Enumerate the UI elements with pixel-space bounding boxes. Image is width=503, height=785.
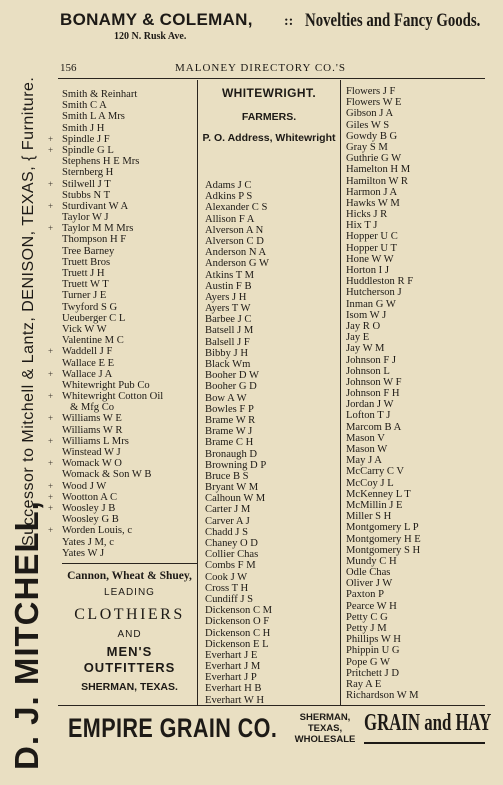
directory-entry: [62, 302, 163, 313]
listing-column-1: [48, 89, 164, 559]
empire-grain-name: EMPIRE GRAIN CO.: [68, 713, 278, 743]
directory-entry: Johnson L: [346, 365, 390, 377]
directory-entry: Bowles F P: [205, 403, 254, 415]
directory-entry: [48, 346, 163, 358]
directory-entry: Adams J C: [205, 180, 252, 191]
top-ad-separator: ::: [284, 14, 294, 29]
directory-entry: Alverson A N: [205, 224, 264, 236]
directory-entry: Montgomery S H: [346, 544, 421, 556]
entry-name: Smith J H: [62, 122, 105, 134]
cross-mark-icon: +: [48, 346, 54, 357]
location-wholesale: WHOLESALE: [294, 734, 356, 745]
directory-entry: [62, 537, 163, 548]
directory-entry: Hutcherson J: [346, 287, 402, 299]
running-title: MALONEY DIRECTORY CO.'S: [175, 62, 346, 74]
directory-entry: Bow A W: [205, 392, 247, 404]
cross-mark-icon: +: [48, 178, 54, 189]
directory-entry: Hawks W M: [346, 197, 400, 209]
directory-entry: [62, 335, 163, 346]
directory-entry: Ayers J H: [205, 291, 247, 303]
entry-name: Stephens H E Mrs: [62, 156, 140, 168]
directory-entry: Mason V: [346, 432, 385, 444]
entry-name: Sturdivant W A: [62, 200, 129, 212]
directory-entry: [62, 402, 163, 413]
directory-entry: [62, 425, 163, 436]
entry-name: Turner J E: [62, 290, 107, 302]
directory-entry: Huddleston R F: [346, 276, 414, 288]
directory-entry: Bibby J H: [205, 347, 248, 359]
successor-line: Successor to Mitchell & Lantz, DENISON, TEXAS, { Furniture.: [20, 76, 37, 546]
directory-entry: Collier Chas: [205, 549, 259, 561]
entry-name: Worden Louis, c: [62, 525, 133, 537]
bottom-advertisement: [62, 708, 492, 756]
directory-entry: Dickenson O F: [205, 616, 270, 628]
directory-entry: [62, 324, 163, 335]
entry-name: Wood J W: [62, 480, 107, 492]
directory-entry: Carver A J: [205, 515, 250, 527]
directory-entry: [48, 391, 164, 403]
directory-entry: [62, 268, 163, 279]
directory-entry: Batsell J M: [205, 325, 254, 337]
directory-entry: Inman G W: [346, 298, 396, 310]
clothiers-outfitters: MEN'S OUTFITTERS: [83, 644, 176, 675]
directory-entry: Flowers W E: [346, 97, 402, 109]
directory-entry: Hone W W: [346, 253, 394, 265]
listing-column-3: [346, 86, 421, 701]
directory-entry: [62, 290, 163, 301]
directory-entry: Jordan J W: [346, 399, 394, 411]
directory-entry: Richardson W M: [346, 690, 419, 702]
mitchell-name: D. J. MITCHELL,: [8, 500, 45, 770]
directory-entry: Balsell J F: [205, 336, 250, 348]
directory-entry: [62, 469, 163, 480]
directory-entry: [62, 246, 163, 257]
directory-entry: Adkins P S: [205, 191, 253, 203]
directory-entry: Dickenson E L: [205, 638, 269, 650]
entry-name: Spindle J F: [62, 133, 110, 145]
clothiers-title: CLOTHIERS: [74, 606, 185, 623]
directory-entry: Alverson C D: [205, 235, 264, 247]
cross-mark-icon: +: [48, 413, 54, 424]
directory-entry: Isom W J: [346, 309, 387, 321]
directory-entry: Browning D P: [205, 459, 267, 471]
entry-name: Smith C A: [62, 100, 107, 112]
directory-entry: Combs F M: [205, 560, 256, 572]
directory-entry: [62, 89, 163, 100]
entry-name: Truett W T: [62, 279, 109, 291]
entry-name: Wootton A C: [62, 491, 118, 503]
directory-entry: [62, 212, 163, 223]
top-advertisement: [58, 8, 483, 48]
directory-entry: [62, 358, 163, 369]
directory-entry: Dickenson C H: [205, 627, 271, 639]
directory-entry: Montgomery H E: [346, 533, 421, 545]
directory-entry: McCarry C V: [346, 466, 405, 478]
directory-entry: Carter J M: [205, 504, 251, 516]
directory-entry: Pritchett J D: [346, 667, 399, 679]
directory-entry: Brame C H: [205, 437, 254, 449]
entry-name: Tree Barney: [62, 245, 115, 257]
directory-entry: Phippin U G: [346, 645, 400, 657]
directory-entry: Petty C G: [346, 611, 388, 623]
cross-mark-icon: +: [48, 368, 54, 379]
directory-entry: [48, 480, 163, 492]
town-heading: WHITEWRIGHT.: [221, 86, 317, 100]
clothiers-leading: LEADING: [104, 587, 155, 598]
directory-entry: Calhoun W M: [205, 493, 266, 505]
top-ad-goods: Novelties and Fancy Goods.: [305, 10, 481, 31]
cross-mark-icon: +: [48, 480, 54, 491]
directory-entry: Miller S H: [346, 511, 392, 523]
location-city: SHERMAN,: [299, 712, 351, 723]
directory-entry: Odle Chas: [346, 567, 391, 579]
directory-entry: Bronaugh D: [205, 448, 258, 460]
directory-entry: Anderson G W: [205, 258, 269, 270]
directory-entry: [48, 144, 163, 156]
directory-entry: Hix T J: [346, 220, 378, 232]
entry-name: Winstead W J: [62, 447, 121, 458]
directory-entry: [62, 447, 163, 458]
directory-entry: Petty J M: [346, 623, 387, 634]
directory-entry: Oliver J W: [346, 578, 393, 590]
entry-name: Stilwell J T: [62, 178, 111, 190]
entry-name: Smith L A Mrs: [62, 111, 125, 123]
directory-entry: Everhart H B: [205, 683, 262, 695]
entry-name: Whitewright Pub Co: [62, 379, 150, 391]
entry-name: Woosley J B: [62, 502, 116, 514]
directory-entry: Paxton P: [346, 589, 384, 601]
directory-entry: Flowers J F: [346, 86, 396, 97]
listing-column-2: [205, 180, 272, 706]
directory-entry: Giles W S: [346, 119, 390, 131]
entry-name: Wallace J A: [62, 368, 113, 380]
directory-entry: Hopper U T: [346, 242, 397, 254]
directory-entry: Everhart J P: [205, 672, 257, 684]
directory-entry: Booher G D: [205, 381, 257, 393]
directory-entry: Gowdy B G: [346, 130, 398, 142]
directory-entry: Jay W M: [346, 343, 385, 355]
entry-name: Wallace E E: [62, 357, 115, 369]
directory-entry: [48, 502, 163, 514]
clothiers-and: AND: [117, 629, 142, 640]
directory-entry: [48, 525, 163, 537]
directory-entry: [62, 167, 163, 178]
directory-entry: Lofton T J: [346, 410, 391, 422]
directory-entry: Gibson J A: [346, 108, 394, 120]
directory-entry: Johnson F J: [346, 354, 397, 366]
entry-name: Williams W R: [62, 424, 123, 436]
top-ad-address: 120 N. Rusk Ave.: [114, 31, 187, 42]
directory-entry: [48, 491, 163, 503]
entry-name: Spindle G L: [62, 144, 114, 156]
entry-name: Twyford S G: [62, 301, 118, 313]
directory-entry: [48, 223, 163, 235]
directory-entry: [62, 548, 163, 559]
category-heading: FARMERS.: [241, 111, 297, 123]
directory-entry: [62, 190, 163, 201]
directory-entry: Johnson F H: [346, 388, 400, 400]
directory-entry: Mundy C H: [346, 555, 397, 567]
directory-entry: [62, 123, 163, 134]
entry-name: Stubbs N T: [62, 189, 111, 201]
cross-mark-icon: +: [48, 223, 54, 234]
directory-entry: [62, 279, 163, 290]
ad-divider: [62, 563, 197, 564]
directory-entry: [62, 234, 163, 245]
directory-entry: [62, 380, 163, 391]
directory-entry: Cook J W: [205, 571, 248, 583]
directory-entry: Cundiff J S: [205, 593, 254, 605]
directory-entry: [48, 435, 163, 447]
cross-mark-icon: +: [48, 435, 54, 446]
footer-rule: [58, 705, 485, 706]
directory-entry: [48, 413, 163, 425]
directory-entry: Hamelton H M: [346, 164, 411, 176]
clothiers-advertisement: [62, 570, 197, 693]
entry-name: Womack W O: [62, 458, 122, 470]
directory-entry: Dickenson C M: [205, 605, 273, 617]
entry-name: Waddell J F: [62, 346, 113, 358]
directory-entry: Ayers T W: [205, 303, 251, 315]
directory-entry: Austin F B: [205, 280, 252, 292]
directory-entry: Bryant W M: [205, 482, 259, 494]
entry-name: Truett J H: [62, 268, 105, 279]
directory-entry: Everhart J M: [205, 661, 261, 673]
grain-and-hay: GRAIN and HAY: [364, 710, 492, 736]
directory-entry: Booher D W: [205, 370, 259, 382]
entry-name: Williams L Mrs: [62, 435, 129, 447]
directory-entry: Brame W R: [205, 414, 256, 426]
directory-entry: Johnson W F: [346, 376, 402, 388]
directory-entry: Horton I J: [346, 265, 389, 276]
cross-mark-icon: +: [48, 133, 54, 144]
entry-name: Woosley G B: [62, 514, 119, 526]
grain-and-hay-underline: [364, 742, 485, 744]
directory-entry: Pope G W: [346, 656, 390, 668]
directory-entry: Cross T H: [205, 582, 249, 594]
directory-entry: Alexander C S: [205, 202, 268, 214]
entry-name: Taylor M M Mrs: [62, 223, 134, 235]
entry-name: Whitewright Cotton Oil: [62, 391, 164, 403]
directory-entry: [62, 257, 163, 268]
directory-entry: Atkins T M: [205, 269, 255, 281]
directory-entry: [48, 200, 163, 212]
directory-entry: Bruce B S: [205, 470, 249, 482]
cross-mark-icon: +: [48, 391, 54, 402]
directory-entry: Montgomery L P: [346, 522, 419, 534]
directory-entry: [48, 368, 163, 380]
directory-entry: Everhart J E: [205, 649, 258, 661]
directory-entry: May J A: [346, 455, 382, 467]
page-number: 156: [60, 62, 77, 74]
directory-entry: Chaney O D: [205, 538, 258, 549]
directory-entry: [62, 514, 163, 525]
directory-entry: Mason W: [346, 444, 388, 455]
directory-entry: Hopper U C: [346, 231, 398, 243]
entry-name: Womack & Son W B: [62, 469, 152, 481]
directory-entry: Hamilton W R: [346, 175, 408, 187]
directory-entry: Chadd J S: [205, 526, 248, 538]
entry-name: Ueuberger C L: [62, 312, 126, 324]
header-rule: [58, 78, 485, 79]
entry-name: Valentine M C: [62, 335, 124, 347]
empire-location: [290, 712, 360, 745]
cross-mark-icon: +: [48, 502, 54, 513]
entry-name: Smith & Reinhart: [62, 89, 138, 100]
entry-name: Yates J M, c: [62, 536, 114, 548]
directory-entry: [48, 458, 163, 470]
cross-mark-icon: +: [48, 200, 54, 211]
entry-name: Truett Bros: [62, 256, 111, 268]
directory-entry: [48, 133, 163, 145]
clothiers-firm: Cannon, Wheat & Shuey,: [67, 570, 192, 582]
column-divider-1: [197, 80, 198, 705]
directory-entry: Barbee J C: [205, 314, 252, 326]
directory-entry: Harmon J A: [346, 186, 398, 198]
directory-entry: Guthrie G W: [346, 153, 402, 165]
top-ad-firm: BONAMY & COLEMAN,: [60, 10, 253, 29]
post-office-note: P. O. Address, Whitewright: [202, 132, 336, 144]
cross-mark-icon: +: [48, 525, 54, 536]
directory-entry: Anderson N A: [205, 247, 267, 259]
entry-name: Yates W J: [62, 547, 105, 559]
entry-name: Williams W E: [62, 413, 122, 425]
directory-entry: [62, 111, 163, 122]
directory-entry: Ray A E: [346, 678, 382, 690]
directory-entry: McCoy J L: [346, 477, 394, 489]
directory-entry: [62, 100, 163, 111]
column-divider-2: [340, 80, 341, 705]
directory-entry: Gray S M: [346, 141, 388, 153]
directory-entry: Brame W J: [205, 426, 253, 438]
directory-entry: Black Wm: [205, 359, 251, 370]
directory-entry: Jay R O: [346, 320, 381, 332]
directory-entry: McKenney L T: [346, 488, 411, 500]
entry-name: Sternberg H: [62, 167, 114, 179]
section-heading: [198, 86, 340, 146]
cross-mark-icon: +: [48, 144, 54, 155]
entry-name: Taylor W J: [62, 212, 109, 224]
cross-mark-icon: +: [48, 458, 54, 469]
entry-name: Vick W W: [62, 323, 107, 335]
directory-entry: Jay E: [346, 332, 370, 344]
directory-entry: Phillips W H: [346, 634, 401, 646]
directory-entry: [62, 156, 163, 167]
entry-name: & Mfg Co: [62, 402, 115, 414]
directory-entry: [62, 313, 163, 324]
side-advertisement: [4, 8, 54, 778]
cross-mark-icon: +: [48, 491, 54, 502]
directory-entry: Marcom B A: [346, 421, 402, 433]
directory-entry: Hicks J R: [346, 209, 388, 221]
entry-name: Thompson H F: [62, 234, 127, 246]
clothiers-city: SHERMAN, TEXAS.: [81, 681, 178, 693]
directory-entry: McMillin J E: [346, 499, 403, 511]
directory-entry: Everhart W H: [205, 694, 265, 706]
directory-entry: [48, 178, 163, 190]
directory-entry: Pearce W H: [346, 600, 397, 612]
directory-entry: Allison F A: [205, 213, 255, 225]
location-state: TEXAS,: [307, 723, 343, 734]
